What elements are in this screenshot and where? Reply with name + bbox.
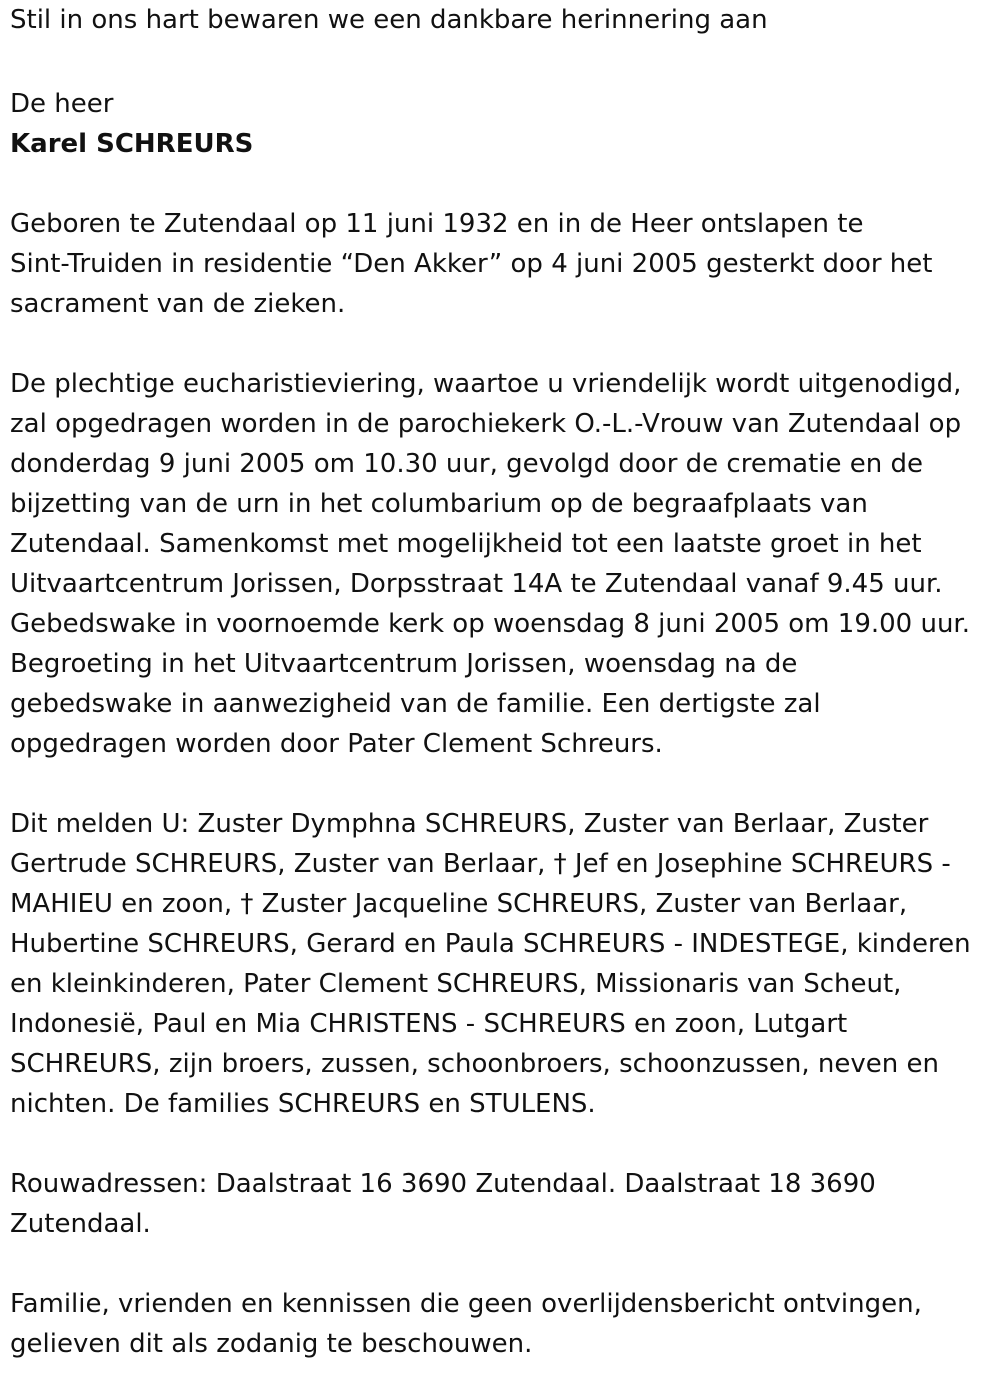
family-paragraph — [10, 804, 995, 1124]
paragraph-line: gelieven dit als zodanig te beschouwen. — [10, 1329, 533, 1359]
spacer — [10, 164, 995, 204]
spacer — [10, 324, 995, 364]
paragraph-line: bijzetting van de urn in het columbarium op de begraafplaats van — [10, 489, 868, 519]
paragraph-line: Hubertine SCHREURS, Gerard en Paula SCHREURS - INDESTEGE, kinderen — [10, 929, 971, 959]
paragraph-line: SCHREURS, zijn broers, zussen, schoonbroers, schoonzussen, neven en — [10, 1049, 939, 1079]
ceremony-paragraph — [10, 364, 995, 764]
birth-death-paragraph — [10, 204, 995, 324]
paragraph-line: Uitvaartcentrum Jorissen, Dorpsstraat 14A te Zutendaal vanaf 9.45 uur. — [10, 569, 943, 599]
paragraph-line: Familie, vrienden en kennissen die geen overlijdensbericht ontvingen, — [10, 1289, 922, 1319]
paragraph-line: opgedragen worden door Pater Clement Schreurs. — [10, 729, 663, 759]
paragraph-line: Indonesië, Paul en Mia CHRISTENS - SCHREURS en zoon, Lutgart — [10, 1009, 848, 1039]
paragraph-line: Rouwadressen: Daalstraat 16 3690 Zutendaal. Daalstraat 18 3690 — [10, 1169, 876, 1199]
paragraph-line: Gertrude SCHREURS, Zuster van Berlaar, † Jef en Josephine SCHREURS - — [10, 849, 951, 879]
paragraph-line: Geboren te Zutendaal op 11 juni 1932 en in de Heer ontslapen te — [10, 209, 864, 239]
deceased-name: Karel SCHREURS — [10, 129, 254, 159]
paragraph-line: Dit melden U: Zuster Dymphna SCHREURS, Zuster van Berlaar, Zuster — [10, 809, 929, 839]
obituary-text — [10, 0, 995, 1364]
paragraph-line: donderdag 9 juni 2005 om 10.30 uur, gevolgd door de crematie en de — [10, 449, 924, 479]
intro-line: Stil in ons hart bewaren we een dankbare herinnering aan — [10, 5, 768, 35]
paragraph-line: MAHIEU en zoon, † Zuster Jacqueline SCHREURS, Zuster van Berlaar, — [10, 889, 908, 919]
paragraph-line: Zutendaal. Samenkomst met mogelijkheid tot een laatste groet in het — [10, 529, 922, 559]
spacer — [10, 764, 995, 804]
spacer — [10, 1124, 995, 1164]
paragraph-line: Gebedswake in voornoemde kerk op woensdag 8 juni 2005 om 19.00 uur. — [10, 609, 970, 639]
paragraph-line: gebedswake in aanwezigheid van de familie. Een dertigste zal — [10, 689, 821, 719]
paragraph-line: sacrament van de zieken. — [10, 289, 346, 319]
paragraph-line: nichten. De families SCHREURS en STULENS. — [10, 1089, 596, 1119]
paragraph-line: zal opgedragen worden in de parochiekerk O.-L.-Vrouw van Zutendaal op — [10, 409, 962, 439]
paragraph-line: Begroeting in het Uitvaartcentrum Jorissen, woensdag na de — [10, 649, 798, 679]
closing-paragraph — [10, 1284, 995, 1364]
paragraph-line: Zutendaal. — [10, 1209, 151, 1239]
paragraph-line: Sint-Truiden in residentie “Den Akker” op 4 juni 2005 gesterkt door het — [10, 249, 933, 279]
spacer — [10, 40, 995, 80]
salutation: De heer — [10, 89, 114, 119]
paragraph-line: en kleinkinderen, Pater Clement SCHREURS, Missionaris van Scheut, — [10, 969, 902, 999]
addresses-paragraph — [10, 1164, 995, 1244]
spacer — [10, 1244, 995, 1284]
paragraph-line: De plechtige eucharistieviering, waartoe u vriendelijk wordt uitgenodigd, — [10, 369, 962, 399]
